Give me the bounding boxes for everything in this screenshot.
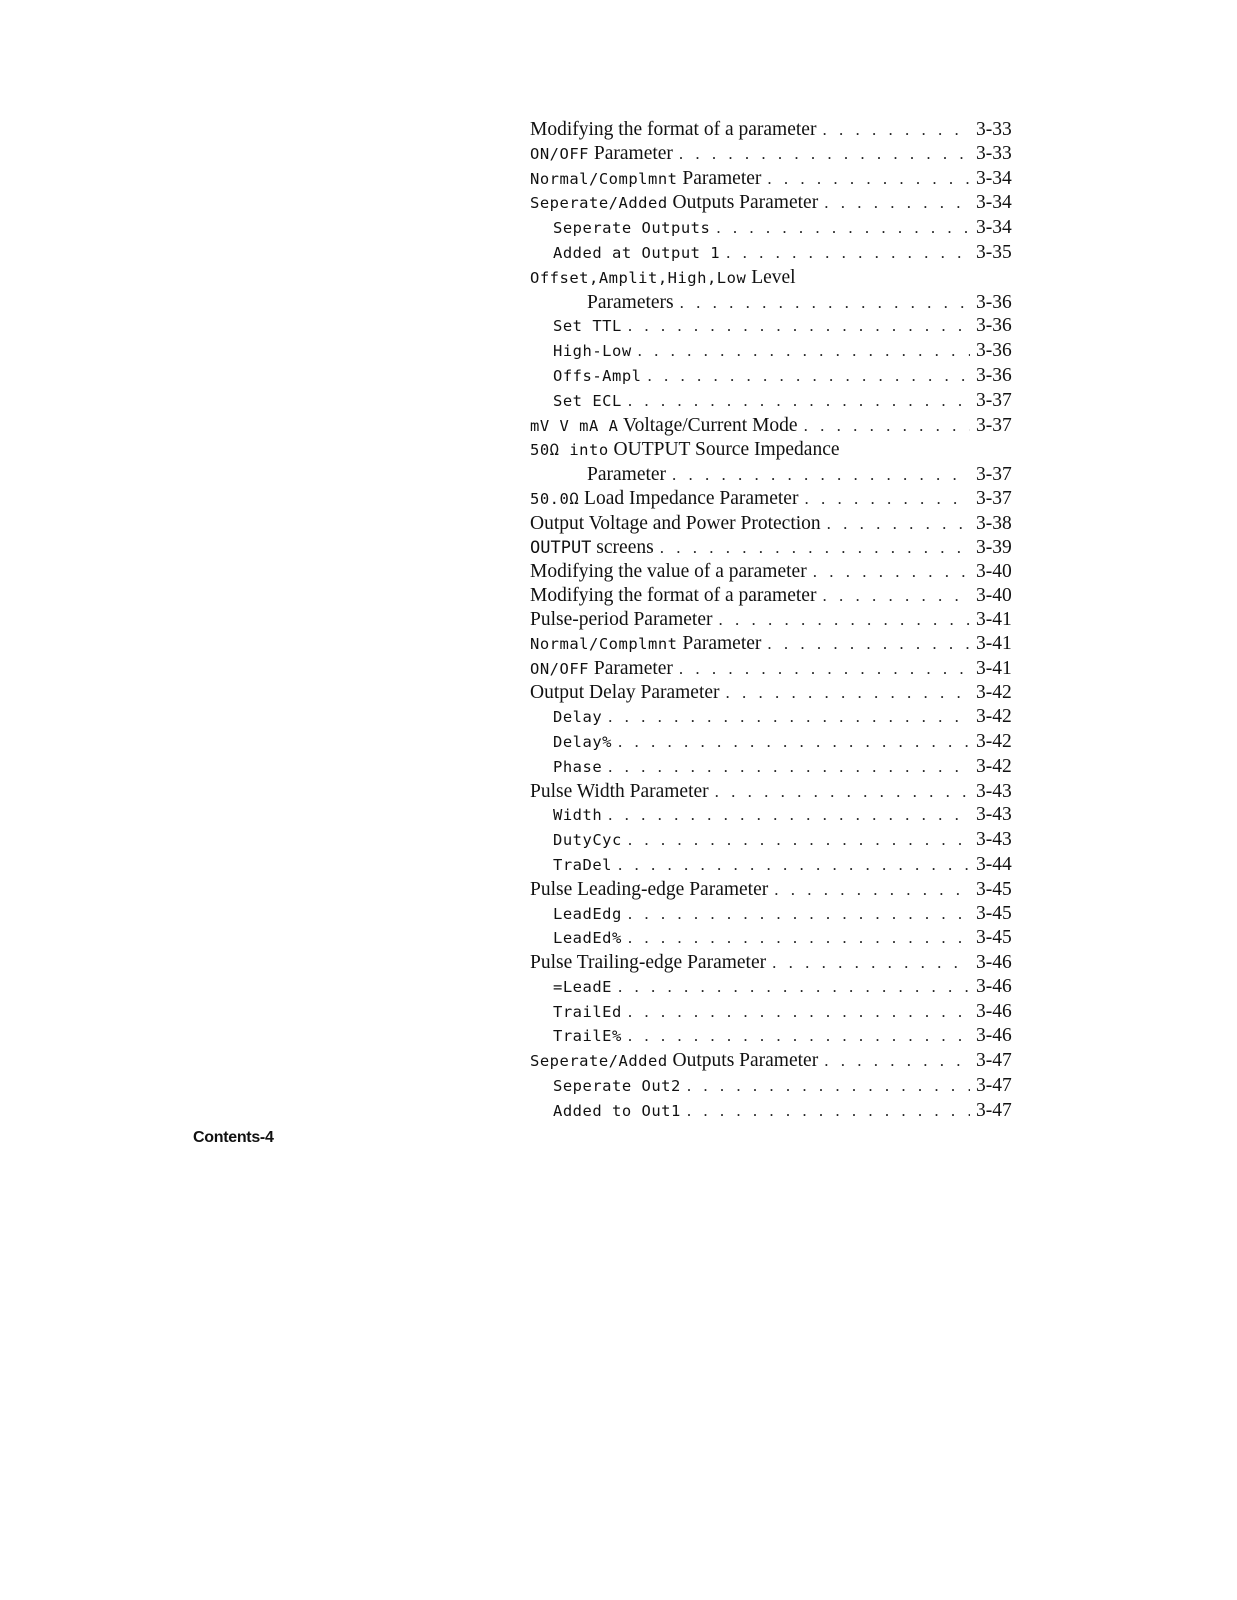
toc-entry-keyword: Set ECL	[553, 391, 622, 410]
toc-entry-keyword: TrailE%	[553, 1027, 622, 1046]
toc-entry[interactable]	[530, 1049, 1030, 1074]
toc-page-number: 3-45	[976, 902, 1012, 924]
toc-entry-title	[553, 364, 642, 389]
toc-entry-title	[553, 1099, 681, 1124]
toc-page-number: 3-37	[976, 414, 1012, 436]
toc-entry[interactable]	[530, 314, 1030, 339]
dot-leader	[628, 828, 970, 852]
toc-entry-keyword: Normal/Complmnt	[530, 634, 678, 653]
toc-entry[interactable]	[530, 1000, 1030, 1025]
dot-leader	[628, 926, 970, 950]
toc-entry[interactable]	[530, 339, 1030, 364]
toc-entry-title	[530, 512, 821, 536]
toc-entry-title	[530, 878, 768, 902]
toc-entry[interactable]	[530, 414, 1030, 439]
toc-page-number: 3-33	[976, 142, 1012, 164]
toc-entry[interactable]	[530, 1099, 1030, 1124]
toc-page-number: 3-40	[976, 585, 1012, 607]
toc-entry-title	[553, 705, 602, 730]
toc-entry-keyword: Offset,Amplit,High,Low	[530, 268, 747, 287]
toc-entry[interactable]	[530, 142, 1030, 167]
toc-entry-keyword: OUTPUT	[530, 537, 592, 558]
dot-leader	[767, 632, 970, 656]
toc-entry-title	[553, 241, 720, 266]
toc-page-number: 3-47	[976, 1099, 1012, 1121]
toc-page-number: 3-35	[976, 241, 1012, 263]
toc-entry-keyword: Set TTL	[553, 317, 622, 336]
toc-entry[interactable]	[530, 1074, 1030, 1099]
toc-entry-title	[553, 828, 622, 853]
toc-entry-text: OUTPUT Source Impedance	[608, 439, 840, 461]
table-of-contents	[530, 118, 1030, 1124]
dot-leader	[648, 364, 971, 388]
dot-leader	[687, 1074, 970, 1098]
toc-entry[interactable]	[530, 657, 1030, 682]
dot-leader	[680, 291, 970, 315]
toc-entry-text: Parameter	[677, 167, 762, 189]
toc-entry-title	[530, 536, 654, 561]
toc-entry[interactable]	[530, 828, 1030, 853]
toc-entry-text: Parameters	[587, 291, 674, 313]
dot-leader	[822, 118, 970, 142]
dot-leader	[804, 414, 970, 438]
toc-entry-text: Output Voltage and Power Protection	[530, 512, 821, 534]
dot-leader	[628, 1024, 970, 1048]
dot-leader	[628, 389, 970, 413]
toc-entry-keyword: High-Low	[553, 342, 632, 361]
toc-entry-keyword: Seperate/Added	[530, 1052, 668, 1071]
toc-entry[interactable]	[530, 438, 1030, 463]
toc-entry-title	[553, 853, 612, 878]
toc-entry[interactable]	[530, 487, 1030, 512]
toc-entry-keyword: 50.0Ω	[530, 489, 580, 508]
toc-entry[interactable]	[530, 705, 1030, 730]
dot-leader	[715, 780, 970, 804]
toc-entry-text: Parameter	[587, 464, 667, 486]
toc-page-number: 3-43	[976, 804, 1012, 826]
toc-entry-keyword: Added to Out1	[553, 1101, 681, 1120]
toc-entry[interactable]	[530, 951, 1030, 975]
toc-page-number: 3-47	[976, 1075, 1012, 1097]
toc-entry-title	[553, 216, 710, 241]
toc-entry-title	[530, 167, 761, 192]
toc-entry-text: screens	[591, 536, 654, 558]
toc-page-number: 3-41	[976, 632, 1012, 654]
toc-entry-title	[530, 951, 766, 975]
toc-entry-keyword: Offs-Ampl	[553, 366, 642, 385]
toc-page-number: 3-34	[976, 217, 1012, 239]
toc-entry-keyword: Seperate/Added	[530, 194, 668, 213]
toc-entry-keyword: Seperate Out2	[553, 1077, 681, 1096]
page-footer: Contents-4	[193, 1129, 274, 1146]
dot-leader	[804, 487, 970, 511]
dot-leader	[726, 241, 970, 265]
toc-page-number: 3-34	[976, 192, 1012, 214]
toc-entry-text: Pulse Leading-edge Parameter	[530, 878, 769, 900]
dot-leader	[813, 560, 970, 584]
dot-leader	[608, 705, 970, 729]
dot-leader	[718, 608, 970, 632]
toc-entry[interactable]	[530, 608, 1030, 632]
dot-leader	[628, 902, 970, 926]
toc-page-number: 3-34	[976, 167, 1012, 189]
toc-entry[interactable]	[530, 463, 1030, 487]
toc-entry-title	[530, 142, 673, 167]
toc-page-number: 3-37	[976, 464, 1012, 486]
dot-leader	[687, 1099, 970, 1123]
toc-entry[interactable]	[530, 584, 1030, 608]
toc-entry-keyword: ON/OFF	[530, 144, 589, 163]
toc-entry-title	[553, 339, 632, 364]
toc-entry-text: Output Delay Parameter	[530, 682, 720, 704]
toc-entry[interactable]	[530, 632, 1030, 657]
toc-entry-title	[553, 314, 622, 339]
toc-entry[interactable]	[530, 191, 1030, 216]
toc-entry-title	[530, 438, 840, 463]
toc-entry[interactable]	[530, 975, 1030, 1000]
toc-entry-text: Pulse-period Parameter	[530, 608, 713, 630]
toc-entry[interactable]	[530, 755, 1030, 780]
dot-leader	[618, 853, 970, 877]
toc-entry[interactable]	[530, 266, 1030, 291]
dot-leader	[679, 142, 970, 166]
toc-page-number: 3-43	[976, 829, 1012, 851]
dot-leader	[824, 1049, 970, 1073]
toc-entry[interactable]	[530, 512, 1030, 536]
toc-page-number: 3-36	[976, 364, 1012, 386]
toc-page-number: 3-42	[976, 682, 1012, 704]
toc-entry-keyword: ON/OFF	[530, 659, 589, 678]
toc-entry-text: Parameter	[589, 657, 673, 679]
dot-leader	[660, 536, 970, 560]
toc-entry-title	[553, 730, 612, 755]
toc-page-number: 3-42	[976, 730, 1012, 752]
dot-leader	[716, 216, 970, 240]
toc-entry-title	[553, 975, 612, 1000]
toc-entry[interactable]	[530, 681, 1030, 705]
toc-entry-keyword: Phase	[553, 757, 603, 776]
toc-entry[interactable]	[530, 536, 1030, 561]
toc-entry[interactable]	[530, 803, 1030, 828]
toc-entry-title	[553, 1074, 681, 1099]
toc-entry[interactable]	[530, 364, 1030, 389]
toc-entry[interactable]	[530, 926, 1030, 951]
dot-leader	[638, 339, 970, 363]
toc-entry-title	[530, 487, 798, 512]
toc-entry-keyword: LeadEd%	[553, 929, 622, 948]
toc-page-number: 3-41	[976, 657, 1012, 679]
toc-page-number: 3-45	[976, 878, 1012, 900]
toc-entry[interactable]	[530, 241, 1030, 266]
toc-entry-title	[553, 902, 622, 927]
toc-entry[interactable]	[530, 730, 1030, 755]
toc-entry-title	[530, 608, 712, 632]
dot-leader	[772, 951, 970, 975]
dot-leader	[608, 803, 970, 827]
dot-leader	[618, 730, 970, 754]
toc-entry-text: Pulse Trailing-edge Parameter	[530, 952, 767, 974]
toc-page-number: 3-41	[976, 608, 1012, 630]
dot-leader	[827, 512, 970, 536]
dot-leader	[608, 755, 970, 779]
toc-entry-text: Voltage/Current Mode	[618, 414, 798, 436]
toc-entry-title	[530, 584, 816, 608]
toc-entry-keyword: TraDel	[553, 855, 612, 874]
toc-page-number: 3-40	[976, 561, 1012, 583]
toc-entry-keyword: DutyCyc	[553, 831, 622, 850]
toc-page-number: 3-38	[976, 512, 1012, 534]
toc-entry-title	[587, 291, 674, 315]
toc-entry[interactable]	[530, 1024, 1030, 1049]
toc-entry-keyword: Width	[553, 806, 603, 825]
toc-page-number: 3-36	[976, 315, 1012, 337]
toc-entry-keyword: Delay%	[553, 732, 612, 751]
toc-entry-keyword: 50Ω into	[530, 441, 609, 460]
toc-entry-title	[553, 1000, 622, 1025]
toc-page-number: 3-42	[976, 706, 1012, 728]
toc-page-number: 3-46	[976, 952, 1012, 974]
toc-entry[interactable]	[530, 118, 1030, 142]
toc-entry[interactable]	[530, 853, 1030, 878]
toc-page-number: 3-37	[976, 389, 1012, 411]
toc-entry-text: Outputs Parameter	[667, 192, 819, 214]
toc-entry-keyword: Normal/Complmnt	[530, 169, 678, 188]
toc-entry-text: Parameter	[589, 142, 673, 164]
dot-leader	[767, 167, 970, 191]
toc-entry-keyword: Delay	[553, 708, 603, 727]
toc-entry-title	[530, 414, 798, 439]
toc-entry-text: Modifying the format of a parameter	[530, 119, 817, 140]
toc-entry-title	[530, 266, 796, 291]
toc-page-number: 3-46	[976, 1025, 1012, 1047]
toc-page-number: 3-43	[976, 780, 1012, 802]
toc-entry-text: Level	[746, 266, 796, 288]
toc-page-number: 3-47	[976, 1050, 1012, 1072]
toc-page-number: 3-36	[976, 340, 1012, 362]
toc-entry-keyword: Added at Output 1	[553, 243, 721, 262]
toc-entry-title	[553, 1024, 622, 1049]
toc-entry-title	[553, 926, 622, 951]
toc-entry-keyword: mV V mA A	[530, 416, 619, 435]
toc-entry-title	[553, 803, 602, 828]
toc-entry[interactable]	[530, 902, 1030, 927]
toc-page-number: 3-36	[976, 291, 1012, 313]
toc-page-number: 3-39	[976, 536, 1012, 558]
toc-entry-keyword: Seperate Outputs	[553, 219, 711, 238]
toc-page-number: 3-46	[976, 975, 1012, 997]
toc-entry-title	[530, 191, 818, 216]
toc-entry[interactable]	[530, 780, 1030, 804]
toc-entry-keyword: LeadEdg	[553, 904, 622, 923]
toc-entry-title	[530, 632, 761, 657]
toc-entry-title	[530, 1049, 818, 1074]
dot-leader	[628, 314, 970, 338]
toc-entry-title	[553, 755, 602, 780]
toc-entry-text: Pulse Width Parameter	[530, 780, 709, 802]
dot-leader	[774, 878, 970, 902]
toc-entry-title	[530, 681, 720, 705]
toc-entry-text: Parameter	[677, 632, 762, 654]
toc-page-number: 3-37	[976, 487, 1012, 509]
dot-leader	[726, 681, 970, 705]
toc-page-number: 3-45	[976, 927, 1012, 949]
toc-entry[interactable]	[530, 216, 1030, 241]
toc-entry-title	[530, 657, 673, 682]
toc-entry-text: Load Impedance Parameter	[579, 487, 799, 509]
dot-leader	[679, 657, 970, 681]
toc-entry-text: Modifying the value of a parameter	[530, 561, 807, 583]
toc-entry-title	[553, 389, 622, 414]
toc-entry-text: Modifying the format of a parameter	[530, 585, 817, 607]
dot-leader	[628, 1000, 970, 1024]
toc-entry-keyword: TrailEd	[553, 1002, 622, 1021]
toc-entry[interactable]	[530, 878, 1030, 902]
toc-entry[interactable]	[530, 291, 1030, 315]
dot-leader	[824, 191, 970, 215]
toc-page-number: 3-42	[976, 755, 1012, 777]
toc-page-number: 3-44	[976, 853, 1012, 875]
dot-leader	[618, 975, 970, 999]
toc-entry-text: Outputs Parameter	[667, 1050, 819, 1072]
toc-entry-title	[530, 560, 807, 584]
toc-page-number: 3-46	[976, 1000, 1012, 1022]
toc-page-number: 3-33	[976, 119, 1012, 140]
toc-entry-title	[530, 780, 709, 804]
toc-entry[interactable]	[530, 167, 1030, 192]
toc-entry-title	[530, 118, 816, 142]
toc-entry-keyword: =LeadE	[553, 977, 612, 996]
toc-entry-title	[587, 463, 666, 487]
dot-leader	[822, 584, 970, 608]
dot-leader	[672, 463, 970, 487]
toc-entry[interactable]	[530, 389, 1030, 414]
toc-entry[interactable]	[530, 560, 1030, 584]
